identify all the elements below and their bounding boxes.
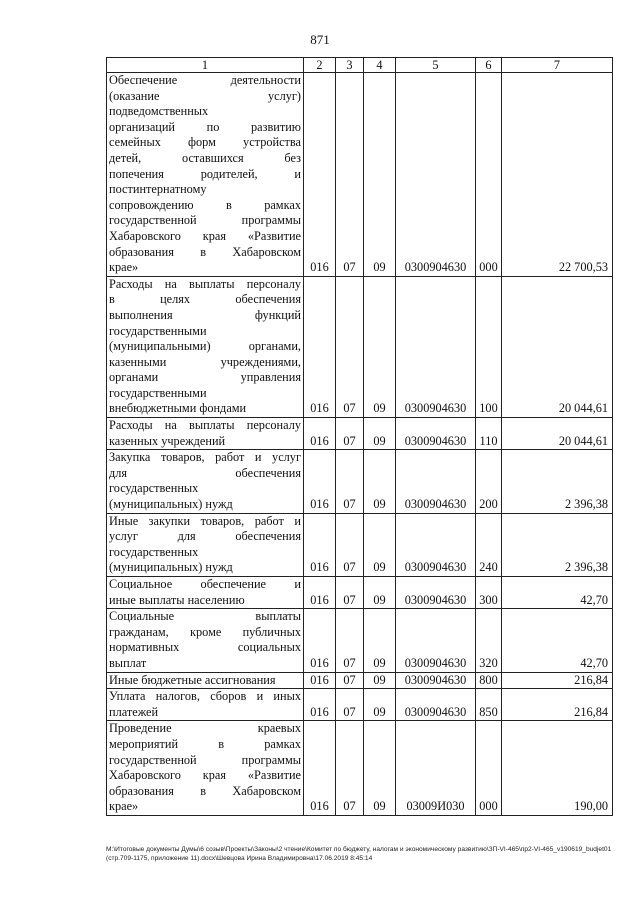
description-line: иные выплаты населению <box>109 592 245 607</box>
amount-value: 42,70 <box>502 577 613 609</box>
description-line: казенных учреждений <box>109 433 226 448</box>
ministry-code: 016 <box>304 276 336 417</box>
row-description <box>107 418 304 450</box>
budget-table <box>106 57 613 816</box>
header-col-6: 6 <box>476 58 502 73</box>
amount-value: 2 396,38 <box>502 513 613 576</box>
description-line: Хабаровского края «Развитие <box>109 228 301 243</box>
amount-value: 20 044,61 <box>502 418 613 450</box>
table-row <box>107 721 613 816</box>
description-line: в целях обеспечения <box>109 292 301 307</box>
header-col-3: 3 <box>336 58 364 73</box>
section-code: 07 <box>336 73 364 277</box>
ministry-code: 016 <box>304 73 336 277</box>
description-line: организаций по развитию <box>109 119 301 134</box>
subsection-code: 09 <box>364 276 396 417</box>
expense-type-code: 850 <box>476 689 502 721</box>
expense-type-code: 000 <box>476 73 502 277</box>
row-description <box>107 73 304 277</box>
description-line: органами управления <box>109 370 301 385</box>
subsection-code: 09 <box>364 609 396 672</box>
subsection-code: 09 <box>364 721 396 816</box>
ministry-code: 016 <box>304 689 336 721</box>
table-row <box>107 513 613 576</box>
header-col-2: 2 <box>304 58 336 73</box>
description-line: государственными <box>109 385 207 400</box>
description-line: внебюджетными фондами <box>109 401 247 416</box>
description-line: Иные закупки товаров, работ и <box>109 513 301 528</box>
description-line: постинтернатному <box>109 182 207 197</box>
description-line: Расходы на выплаты персоналу <box>109 418 301 433</box>
section-code: 07 <box>336 609 364 672</box>
amount-value: 2 396,38 <box>502 450 613 513</box>
subsection-code: 09 <box>364 689 396 721</box>
row-description <box>107 450 304 513</box>
section-code: 07 <box>336 450 364 513</box>
target-article-code: 0300904630 <box>396 672 476 689</box>
description-line: Проведение краевых <box>109 721 301 736</box>
subsection-code: 09 <box>364 513 396 576</box>
description-line: (муниципальными) органами, <box>109 339 301 354</box>
target-article-code: 0300904630 <box>396 450 476 513</box>
subsection-code: 09 <box>364 672 396 689</box>
subsection-code: 09 <box>364 450 396 513</box>
description-line: выполнения функций <box>109 307 301 322</box>
header-col-1: 1 <box>107 58 304 73</box>
description-line: мероприятий в рамках <box>109 736 301 751</box>
description-line: выплат <box>109 655 147 670</box>
description-line: крае» <box>109 799 139 814</box>
document-path-footer: М:\Итоговые документы Думы\6 созыв\Проекты\Законы\2 чтение\Комитет по бюджету, налогам и экономическому развитию\ЗП-VI-465\пр2-VI-465_v190619_budjet01 (стр.709-1175, приложение 11).docx\Шевцова Ирина Владимировна\17.06.2019 8:45:14 <box>106 846 612 862</box>
table-row <box>107 689 613 721</box>
section-code: 07 <box>336 672 364 689</box>
description-line: государственных <box>109 481 199 496</box>
description-line: государственной программы <box>109 752 301 767</box>
table-row <box>107 450 613 513</box>
description-line: (муниципальных) нужд <box>109 560 233 575</box>
description-line: (муниципальных) нужд <box>109 497 233 512</box>
expense-type-code: 110 <box>476 418 502 450</box>
description-line: сопровождению в рамках <box>109 197 301 212</box>
expense-type-code: 300 <box>476 577 502 609</box>
amount-value: 190,00 <box>502 721 613 816</box>
amount-value: 42,70 <box>502 609 613 672</box>
header-row <box>107 58 613 73</box>
subsection-code: 09 <box>364 418 396 450</box>
section-code: 07 <box>336 418 364 450</box>
table-row <box>107 418 613 450</box>
expense-type-code: 240 <box>476 513 502 576</box>
ministry-code: 016 <box>304 418 336 450</box>
expense-type-code: 800 <box>476 672 502 689</box>
header-col-5: 5 <box>396 58 476 73</box>
row-description <box>107 577 304 609</box>
ministry-code: 016 <box>304 450 336 513</box>
description-line: Расходы на выплаты персоналу <box>109 276 301 291</box>
expense-type-code: 000 <box>476 721 502 816</box>
ministry-code: 016 <box>304 672 336 689</box>
target-article-code: 03009И030 <box>396 721 476 816</box>
table-row <box>107 73 613 277</box>
target-article-code: 0300904630 <box>396 577 476 609</box>
table-row <box>107 609 613 672</box>
description-line: казенными учреждениями, <box>109 354 301 369</box>
description-line: образования в Хабаровском <box>109 244 301 259</box>
header-col-4: 4 <box>364 58 396 73</box>
description-line: подведомственных <box>109 104 209 119</box>
target-article-code: 0300904630 <box>396 609 476 672</box>
description-line: семейных форм устройства <box>109 135 301 150</box>
description-line: Социальные выплаты <box>109 609 301 624</box>
description-line: Социальное обеспечение и <box>109 577 301 591</box>
description-line: нормативных социальных <box>109 640 301 655</box>
description-line: (оказание услуг) <box>109 88 301 103</box>
subsection-code: 09 <box>364 577 396 609</box>
description-line: гражданам, кроме публичных <box>109 624 301 639</box>
header-col-7: 7 <box>502 58 613 73</box>
section-code: 07 <box>336 513 364 576</box>
page-number: 871 <box>310 32 330 47</box>
target-article-code: 0300904630 <box>396 276 476 417</box>
description-line: Иные бюджетные ассигнования <box>109 672 276 687</box>
ministry-code: 016 <box>304 513 336 576</box>
table-row <box>107 577 613 609</box>
row-description <box>107 721 304 816</box>
expense-type-code: 200 <box>476 450 502 513</box>
table-row <box>107 276 613 417</box>
target-article-code: 0300904630 <box>396 513 476 576</box>
row-description <box>107 609 304 672</box>
section-code: 07 <box>336 721 364 816</box>
amount-value: 216,84 <box>502 672 613 689</box>
amount-value: 216,84 <box>502 689 613 721</box>
section-code: 07 <box>336 689 364 721</box>
row-description <box>107 513 304 576</box>
description-line: Хабаровского края «Развитие <box>109 768 301 783</box>
section-code: 07 <box>336 276 364 417</box>
expense-type-code: 320 <box>476 609 502 672</box>
ministry-code: 016 <box>304 577 336 609</box>
description-line: платежей <box>109 704 159 719</box>
description-line: государственных <box>109 544 199 559</box>
table-row <box>107 672 613 689</box>
description-line: попечения родителей, и <box>109 166 301 181</box>
target-article-code: 0300904630 <box>396 73 476 277</box>
ministry-code: 016 <box>304 609 336 672</box>
description-line: услуг для обеспечения <box>109 529 301 544</box>
row-description <box>107 276 304 417</box>
description-line: Уплата налогов, сборов и иных <box>109 689 301 704</box>
amount-value: 22 700,53 <box>502 73 613 277</box>
description-line: Закупка товаров, работ и услуг <box>109 450 301 465</box>
description-line: Обеспечение деятельности <box>109 73 301 87</box>
description-line: для обеспечения <box>109 465 301 480</box>
expense-type-code: 100 <box>476 276 502 417</box>
description-line: государственной программы <box>109 213 301 228</box>
section-code: 07 <box>336 577 364 609</box>
table-body <box>107 58 613 816</box>
amount-value: 20 044,61 <box>502 276 613 417</box>
row-description <box>107 672 304 689</box>
description-line: крае» <box>109 260 139 275</box>
ministry-code: 016 <box>304 721 336 816</box>
row-description <box>107 689 304 721</box>
description-line: государственными <box>109 323 207 338</box>
target-article-code: 0300904630 <box>396 418 476 450</box>
subsection-code: 09 <box>364 73 396 277</box>
description-line: образования в Хабаровском <box>109 783 301 798</box>
description-line: детей, оставшихся без <box>109 150 301 165</box>
target-article-code: 0300904630 <box>396 689 476 721</box>
